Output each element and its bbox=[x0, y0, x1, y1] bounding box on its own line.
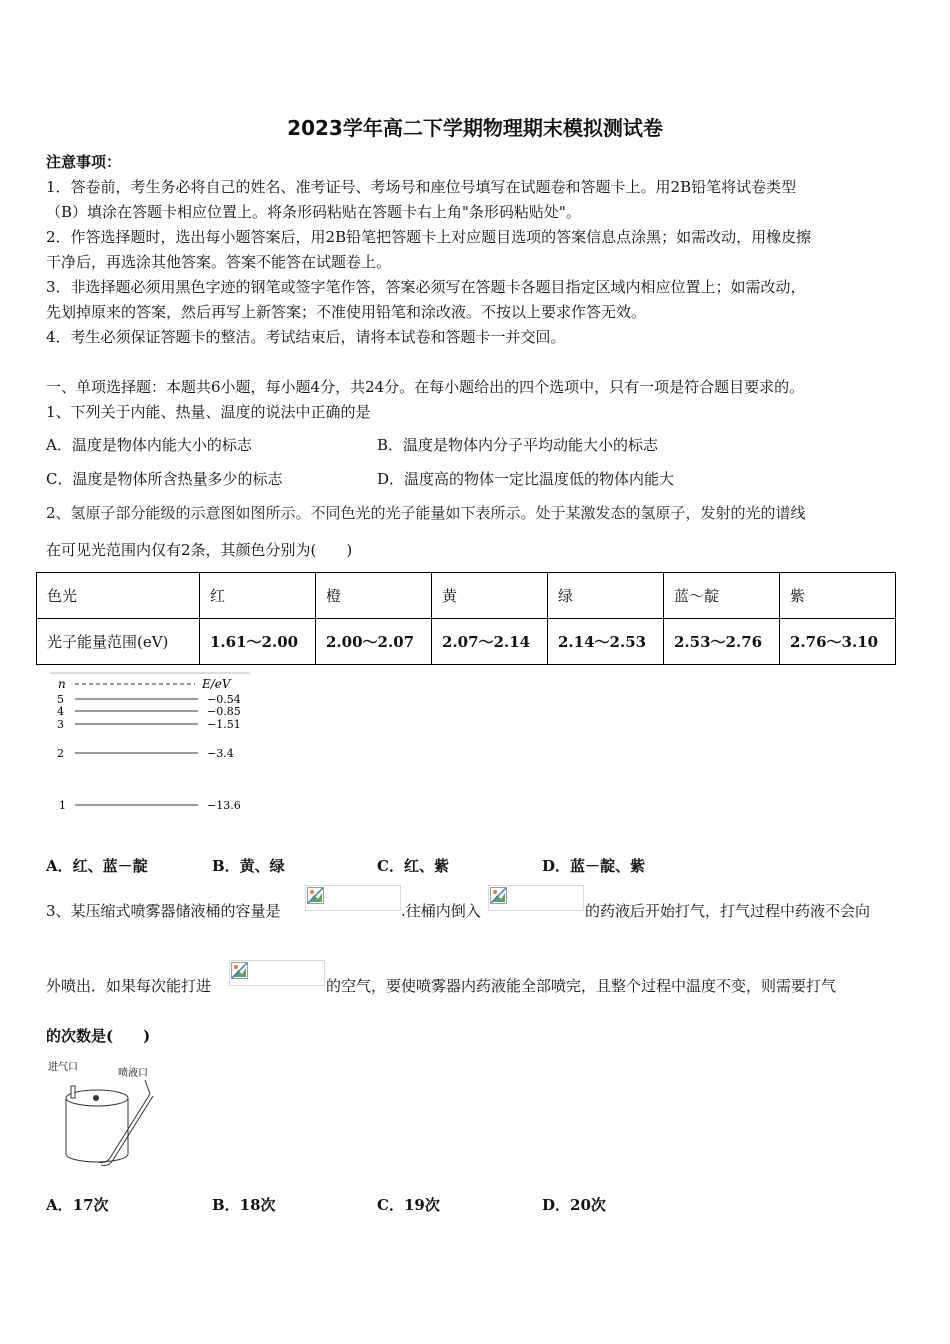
q3-stem-part: 的药液后开始打气，打气过程中药液不会向 bbox=[585, 902, 871, 920]
q3-stem-part: 外喷出．如果每次能打进 bbox=[46, 977, 212, 995]
page-title: 2023学年高二下学期物理期末模拟测试卷 bbox=[287, 116, 663, 140]
notice-line: （B）填涂在答题卡相应位置上。将条形码粘贴在答题卡右上角"条形码粘贴处"。 bbox=[46, 203, 581, 221]
cylinder-body bbox=[66, 1098, 128, 1162]
level-energy-label: −13.6 bbox=[207, 799, 241, 812]
table-cell: 2.76～3.10 bbox=[780, 619, 896, 665]
energy-axis-label: E/eV bbox=[202, 677, 231, 691]
table-cell: 1.61～2.00 bbox=[200, 619, 316, 665]
question-2-stem: 2、氢原子部分能级的示意图如图所示。不同色光的光子能量如下表所示。处于某激发态的氢原子，发射的光的谱线 bbox=[46, 504, 806, 522]
level-n-label: 5 bbox=[57, 693, 64, 706]
q3-stem-part: 的空气，要使喷雾器内药液能全部喷完，且整个过程中温度不变，则需要打气 bbox=[326, 977, 837, 995]
broken-image-placeholder bbox=[229, 960, 325, 986]
table-cell: 2.00～2.07 bbox=[316, 619, 432, 665]
q3-stem-part: .往桶内倒入 bbox=[401, 902, 481, 920]
q2-option-b: B．黄、绿 bbox=[212, 857, 285, 875]
notice-line: 3．非选择题必须用黑色字迹的钢笔或签字笔作答，答案必须写在答题卡各题目指定区域内相应位置上；如需改动， bbox=[46, 278, 806, 296]
table-cell: 绿 bbox=[548, 573, 664, 619]
q2-option-d: D．蓝－靛、紫 bbox=[542, 857, 646, 875]
q3-option-a: A．17次 bbox=[46, 1196, 109, 1214]
q2-option-a: A．红、蓝－靛 bbox=[46, 857, 148, 875]
table-row bbox=[37, 619, 896, 665]
level-energy-label: −3.4 bbox=[207, 747, 234, 760]
q1-option-b: B．温度是物体内分子平均动能大小的标志 bbox=[377, 436, 659, 454]
photon-energy-table bbox=[36, 572, 896, 665]
notice-line: 2．作答选择题时，选出每小题答案后，用2B铅笔把答题卡上对应题目选项的答案信息点涂黑；如需改动，用橡皮擦 bbox=[46, 228, 812, 246]
table-cell: 橙 bbox=[316, 573, 432, 619]
table-cell: 色光 bbox=[37, 573, 200, 619]
table-cell: 2.14～2.53 bbox=[548, 619, 664, 665]
inlet-pipe bbox=[71, 1086, 75, 1098]
q1-option-d: D．温度高的物体一定比温度低的物体内能大 bbox=[377, 470, 675, 488]
outlet-label: 喷液口 bbox=[118, 1068, 148, 1079]
valve-knob bbox=[93, 1095, 99, 1101]
q3-option-d: D．20次 bbox=[542, 1196, 606, 1214]
question-2-stem-cont: 在可见光范围内仅有2条，其颜色分别为( ) bbox=[46, 541, 353, 559]
question-3-stem bbox=[46, 901, 281, 921]
broken-image-icon bbox=[231, 962, 249, 980]
q1-option-c: C．温度是物体所含热量多少的标志 bbox=[46, 470, 283, 488]
table-cell: 红 bbox=[200, 573, 316, 619]
table-row bbox=[37, 573, 896, 619]
outlet-leader bbox=[145, 1080, 150, 1094]
q3-option-c: C．19次 bbox=[377, 1196, 440, 1214]
table-cell: 蓝～靛 bbox=[664, 573, 780, 619]
table-cell: 2.53～2.76 bbox=[664, 619, 780, 665]
notice-line: 1．答卷前，考生务必将自己的姓名、准考证号、考场号和座位号填写在试题卷和答题卡上。用2B铅笔将试卷类型 bbox=[46, 178, 797, 196]
level-n-label: 4 bbox=[57, 705, 64, 718]
table-cell: 2.07～2.14 bbox=[432, 619, 548, 665]
table-cell: 黄 bbox=[432, 573, 548, 619]
q2-option-c: C．红、紫 bbox=[377, 857, 449, 875]
broken-image-placeholder bbox=[305, 885, 401, 911]
q3-option-b: B．18次 bbox=[212, 1196, 276, 1214]
n-axis-label: n bbox=[58, 677, 66, 691]
notice-line: 干净后，再选涂其他答案。答案不能答在试题卷上。 bbox=[46, 253, 392, 271]
level-n-label: 1 bbox=[59, 799, 66, 812]
level-energy-label: −0.54 bbox=[207, 693, 241, 706]
notice-line: 4．考生必须保证答题卡的整洁。考试结束后，请将本试卷和答题卡一并交回。 bbox=[46, 328, 566, 346]
section-heading: 一、单项选择题：本题共6小题，每小题4分，共24分。在每小题给出的四个选项中，只有一项是符合题目要求的。 bbox=[46, 378, 805, 396]
inlet-label: 进气口 bbox=[48, 1062, 78, 1073]
q3-stem-part: 的次数是( ) bbox=[46, 1027, 151, 1045]
notice-line: 先划掉原来的答案，然后再写上新答案；不准使用铅笔和涂改液。不按以上要求作答无效。 bbox=[46, 303, 647, 321]
level-n-label: 2 bbox=[57, 747, 64, 760]
table-cell: 光子能量范围(eV) bbox=[37, 619, 200, 665]
q3-stem-part: 3、某压缩式喷雾器储液桶的容量是 bbox=[46, 902, 281, 920]
table-cell: 紫 bbox=[780, 573, 896, 619]
broken-image-icon bbox=[307, 887, 325, 905]
energy-level-diagram bbox=[50, 672, 260, 822]
sprayer-figure bbox=[46, 1058, 166, 1170]
broken-image-placeholder bbox=[488, 885, 584, 911]
q1-option-a: A．温度是物体内能大小的标志 bbox=[46, 436, 252, 454]
level-energy-label: −1.51 bbox=[207, 718, 241, 731]
level-n-label: 3 bbox=[57, 718, 64, 731]
level-energy-label: −0.85 bbox=[207, 705, 241, 718]
broken-image-icon bbox=[490, 887, 508, 905]
notice-heading: 注意事项： bbox=[46, 153, 122, 171]
question-1-stem: 1、下列关于内能、热量、温度的说法中正确的是 bbox=[46, 403, 371, 421]
